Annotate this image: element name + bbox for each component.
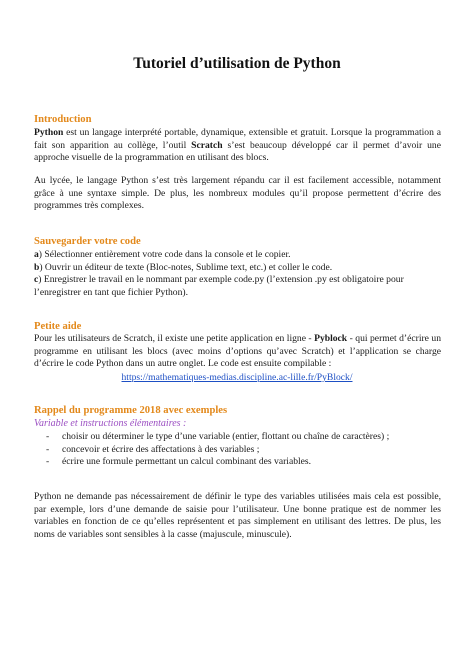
final-paragraph: Python ne demande pas nécessairement de définir le type des variables utilisées mais cela est possible, par exemple, lors d’une demande de saisie pour l’utilisateur. Une bonne pratique est de nommer les variables en fonction de ce qu’elles représentent et pas simplement en utilisant des lettres. De plus, les noms de variables sont sensibles à la casse (majuscule, minuscule). xyxy=(34,491,441,540)
introduction-paragraph-2: Au lycée, le langage Python s’est très largement répandu car il est facilement accessible, notamment grâce à une syntaxe simple. De plus, les nombreux modules qu’il propose permettent d’écrire des programmes très complexes. xyxy=(34,175,441,211)
scratch-bold: Scratch xyxy=(191,139,223,151)
pyblock-bold: Pyblock xyxy=(314,333,348,344)
pyblock-link[interactable]: https://mathematiques-medias.discipline.ac-lille.fr/PyBlock/ xyxy=(121,372,353,383)
list-item xyxy=(46,444,441,457)
sauvegarder-steps xyxy=(34,249,441,299)
intro-p1-text-2: s’est beaucoup développé car il permet d’avoir une approche visuelle de la programmation en utilisant des blocs. xyxy=(34,139,441,163)
bullet-text: choisir ou déterminer le type d’une variable (entier, flottant ou chaîne de caractères) ; xyxy=(62,431,390,442)
intro-p1-text-1: est un langage interprété portable, dynamique, extensible et gratuit. Lorsque la programmation a fait son apparition au collège, l’outil xyxy=(34,127,441,151)
step-a-text: ) Sélectionner entièrement votre code dans la console et le copier. xyxy=(38,249,291,260)
introduction-paragraph-1 xyxy=(34,127,441,165)
step-a xyxy=(34,249,441,262)
bullet-text: concevoir et écrire des affectations à des variables ; xyxy=(62,443,260,455)
petite-aide-text-1: Pour les utilisateurs de Scratch, il existe une petite application en ligne - xyxy=(34,333,315,344)
bullet-text: écrire une formule permettant un calcul combinant des variables. xyxy=(62,456,312,467)
variable-subheading: Variable et instructions élémentaires : xyxy=(34,418,187,429)
bullet-dash: - xyxy=(46,443,50,455)
petite-aide-text-2: - qui permet d’écrire un programme en utilisant les blocs (avec moins d’options qu’avec Scratch) et l’application se charge d’écrire le code Python dans un autre onglet. Le code est ensuite compilable : xyxy=(34,333,441,369)
step-c-letter: c xyxy=(34,274,39,285)
step-a-letter: a xyxy=(34,249,39,260)
list-item xyxy=(46,456,441,469)
bullet-dash: - xyxy=(46,456,50,467)
step-b xyxy=(34,262,441,275)
step-b-letter: b xyxy=(34,261,40,273)
petite-aide-paragraph xyxy=(34,333,441,371)
bullet-dash: - xyxy=(46,431,50,442)
python-bold: Python xyxy=(34,127,64,138)
page-title: Tutoriel d’utilisation de Python xyxy=(133,55,341,72)
sauvegarder-heading: Sauvegarder votre code xyxy=(34,236,141,247)
step-c xyxy=(34,274,409,299)
rappel-bullet-list xyxy=(46,431,441,469)
step-b-text: ) Ouvrir un éditeur de texte (Bloc-notes, Sublime text, etc.) et coller le code. xyxy=(39,261,333,273)
petite-aide-heading: Petite aide xyxy=(34,321,82,332)
introduction-heading: Introduction xyxy=(34,114,92,125)
step-c-text: ) Enregistrer le travail en le nommant par exemple code.py (l’extension .py est obligatoire pour l’enregistrer en tant que fichier Python). xyxy=(34,274,404,298)
rappel-heading: Rappel du programme 2018 avec exemples xyxy=(34,405,228,416)
list-item xyxy=(46,431,441,444)
